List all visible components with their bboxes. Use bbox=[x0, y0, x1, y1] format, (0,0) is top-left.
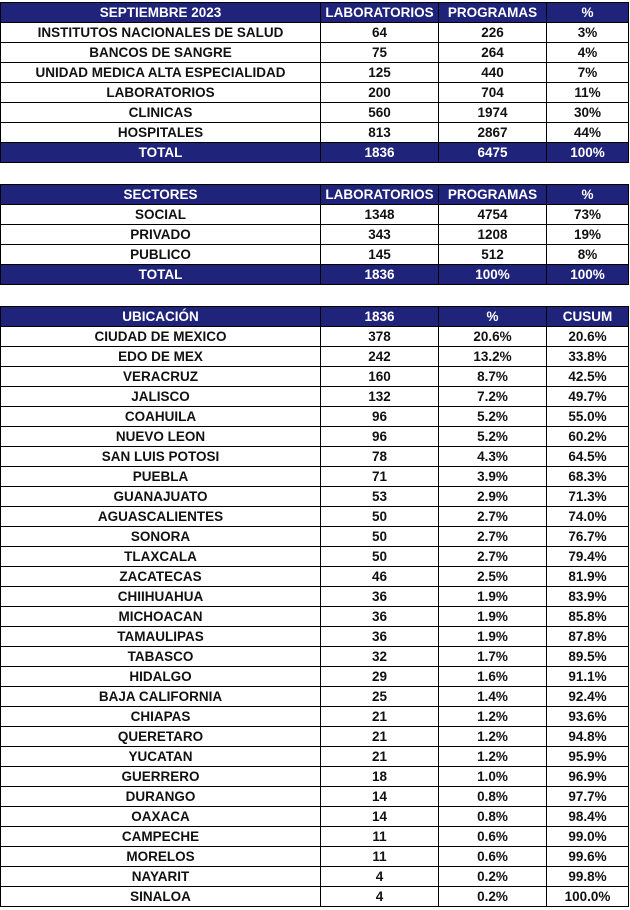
total-row bbox=[1, 143, 629, 163]
table-cell: 94.8% bbox=[547, 727, 629, 747]
table-cell: 20.6% bbox=[439, 327, 547, 347]
table-cell: NUEVO LEON bbox=[1, 427, 321, 447]
table-row bbox=[1, 123, 629, 143]
table-row bbox=[1, 427, 629, 447]
table-cell: LABORATORIOS bbox=[1, 83, 321, 103]
table-cell: MORELOS bbox=[1, 847, 321, 867]
table-cell: 99.0% bbox=[547, 827, 629, 847]
table-cell: 100.0% bbox=[547, 887, 629, 907]
table-cell: GUERRERO bbox=[1, 767, 321, 787]
table-cell: 96.9% bbox=[547, 767, 629, 787]
table-cell: BANCOS DE SANGRE bbox=[1, 43, 321, 63]
table-body bbox=[1, 3, 629, 163]
table-cell: CLINICAS bbox=[1, 103, 321, 123]
table-row bbox=[1, 667, 629, 687]
table-row bbox=[1, 867, 629, 887]
table-cell: CIUDAD DE MEXICO bbox=[1, 327, 321, 347]
table-cell: 512 bbox=[439, 245, 547, 265]
table-cell: PROGRAMAS bbox=[439, 185, 547, 205]
table-cell: 0.8% bbox=[439, 807, 547, 827]
table-cell: 49.7% bbox=[547, 387, 629, 407]
table-cell: 53 bbox=[321, 487, 439, 507]
table-cell: 132 bbox=[321, 387, 439, 407]
table-cell: 91.1% bbox=[547, 667, 629, 687]
table-cell: 74.0% bbox=[547, 507, 629, 527]
table-row bbox=[1, 387, 629, 407]
table-cell: HIDALGO bbox=[1, 667, 321, 687]
table-row bbox=[1, 567, 629, 587]
table-cell: SOCIAL bbox=[1, 205, 321, 225]
header-row bbox=[1, 307, 629, 327]
table-cell: 1.2% bbox=[439, 707, 547, 727]
table-cell: 21 bbox=[321, 707, 439, 727]
table-cell: CAMPECHE bbox=[1, 827, 321, 847]
table-row bbox=[1, 467, 629, 487]
table-cell: PUEBLA bbox=[1, 467, 321, 487]
table-cell: TOTAL bbox=[1, 143, 321, 163]
table-cell: 18 bbox=[321, 767, 439, 787]
table-row bbox=[1, 63, 629, 83]
table-row bbox=[1, 43, 629, 63]
table-cell: 83.9% bbox=[547, 587, 629, 607]
table-cell: % bbox=[547, 185, 629, 205]
table-cell: 14 bbox=[321, 807, 439, 827]
table-cell: 1836 bbox=[321, 143, 439, 163]
table-cell: MICHOACAN bbox=[1, 607, 321, 627]
table-row bbox=[1, 547, 629, 567]
table-cell: 378 bbox=[321, 327, 439, 347]
table-cell: 4% bbox=[547, 43, 629, 63]
table-cell: 46 bbox=[321, 567, 439, 587]
table-cell: 0.6% bbox=[439, 847, 547, 867]
table-cell: 6475 bbox=[439, 143, 547, 163]
table-cell: LABORATORIOS bbox=[321, 185, 439, 205]
table-body bbox=[1, 185, 629, 285]
table-cell: 21 bbox=[321, 727, 439, 747]
table-cell: 79.4% bbox=[547, 547, 629, 567]
table-cell: 85.8% bbox=[547, 607, 629, 627]
table-cell: 92.4% bbox=[547, 687, 629, 707]
table-cell: JALISCO bbox=[1, 387, 321, 407]
table-cell: 33.8% bbox=[547, 347, 629, 367]
table-cell: 440 bbox=[439, 63, 547, 83]
table-cell: 13.2% bbox=[439, 347, 547, 367]
table-cell: VERACRUZ bbox=[1, 367, 321, 387]
table-cell: EDO DE MEX bbox=[1, 347, 321, 367]
table-cell: 44% bbox=[547, 123, 629, 143]
table-cell: PUBLICO bbox=[1, 245, 321, 265]
table-cell: 100% bbox=[439, 265, 547, 285]
table-cell: 93.6% bbox=[547, 707, 629, 727]
table-cell: 32 bbox=[321, 647, 439, 667]
table-cell: 30% bbox=[547, 103, 629, 123]
table-cell: 1.9% bbox=[439, 587, 547, 607]
table-cell: 50 bbox=[321, 527, 439, 547]
table-ubicacion bbox=[0, 306, 629, 907]
table-row bbox=[1, 83, 629, 103]
table-cell: LABORATORIOS bbox=[321, 3, 439, 23]
table-cell: 1.2% bbox=[439, 747, 547, 767]
table-cell: 87.8% bbox=[547, 627, 629, 647]
table-cell: 100% bbox=[547, 143, 629, 163]
table-cell: YUCATAN bbox=[1, 747, 321, 767]
table-cell: 97.7% bbox=[547, 787, 629, 807]
table-row bbox=[1, 727, 629, 747]
table-row bbox=[1, 327, 629, 347]
table-cell: TABASCO bbox=[1, 647, 321, 667]
table-cell: 96 bbox=[321, 407, 439, 427]
table-cell: TOTAL bbox=[1, 265, 321, 285]
table-cell: 7.2% bbox=[439, 387, 547, 407]
table-cell: 99.8% bbox=[547, 867, 629, 887]
table-cell: 0.2% bbox=[439, 887, 547, 907]
table-cell: TLAXCALA bbox=[1, 547, 321, 567]
table-cell: PRIVADO bbox=[1, 225, 321, 245]
table-cell: 242 bbox=[321, 347, 439, 367]
table-cell: CUSUM bbox=[547, 307, 629, 327]
table-cell: 3.9% bbox=[439, 467, 547, 487]
table-cell: 1.9% bbox=[439, 627, 547, 647]
table-cell: 4754 bbox=[439, 205, 547, 225]
table-cell: OAXACA bbox=[1, 807, 321, 827]
table-cell: UNIDAD MEDICA ALTA ESPECIALIDAD bbox=[1, 63, 321, 83]
table-cell: SONORA bbox=[1, 527, 321, 547]
table-row bbox=[1, 887, 629, 907]
table-row bbox=[1, 23, 629, 43]
table-row bbox=[1, 367, 629, 387]
table-cell: 4 bbox=[321, 867, 439, 887]
table-cell: 76.7% bbox=[547, 527, 629, 547]
table-cell: 11 bbox=[321, 827, 439, 847]
table-cell: 2.7% bbox=[439, 507, 547, 527]
table-cell: % bbox=[439, 307, 547, 327]
table-row bbox=[1, 687, 629, 707]
table-cell: 99.6% bbox=[547, 847, 629, 867]
table-cell: 36 bbox=[321, 627, 439, 647]
table-cell: 50 bbox=[321, 507, 439, 527]
table-cell: SEPTIEMBRE 2023 bbox=[1, 3, 321, 23]
table-cell: HOSPITALES bbox=[1, 123, 321, 143]
table-cell: BAJA CALIFORNIA bbox=[1, 687, 321, 707]
table-cell: 1348 bbox=[321, 205, 439, 225]
table-cell: 42.5% bbox=[547, 367, 629, 387]
table-cell: 71 bbox=[321, 467, 439, 487]
table-row bbox=[1, 627, 629, 647]
table-cell: 36 bbox=[321, 607, 439, 627]
table-row bbox=[1, 225, 629, 245]
table-cell: 36 bbox=[321, 587, 439, 607]
table-cell: 75 bbox=[321, 43, 439, 63]
table-cell: 5.2% bbox=[439, 407, 547, 427]
table-cell: 145 bbox=[321, 245, 439, 265]
header-row bbox=[1, 185, 629, 205]
table-row bbox=[1, 747, 629, 767]
table-septiembre-2023 bbox=[0, 2, 629, 163]
table-cell: 100% bbox=[547, 265, 629, 285]
table-cell: 21 bbox=[321, 747, 439, 767]
table-row bbox=[1, 205, 629, 225]
table-row bbox=[1, 587, 629, 607]
table-row bbox=[1, 767, 629, 787]
table-cell: 25 bbox=[321, 687, 439, 707]
table-cell: GUANAJUATO bbox=[1, 487, 321, 507]
table-cell: 95.9% bbox=[547, 747, 629, 767]
table-cell: 7% bbox=[547, 63, 629, 83]
table-row bbox=[1, 807, 629, 827]
table-cell: 226 bbox=[439, 23, 547, 43]
table-cell: 0.8% bbox=[439, 787, 547, 807]
table-cell: 29 bbox=[321, 667, 439, 687]
table-cell: PROGRAMAS bbox=[439, 3, 547, 23]
table-cell: 2.7% bbox=[439, 527, 547, 547]
table-cell: 68.3% bbox=[547, 467, 629, 487]
table-cell: 4 bbox=[321, 887, 439, 907]
table-cell: 71.3% bbox=[547, 487, 629, 507]
table-row bbox=[1, 607, 629, 627]
table-cell: 1.9% bbox=[439, 607, 547, 627]
table-sectores bbox=[0, 184, 629, 285]
table-cell: TAMAULIPAS bbox=[1, 627, 321, 647]
table-cell: 813 bbox=[321, 123, 439, 143]
table-cell: 8.7% bbox=[439, 367, 547, 387]
table-cell: SECTORES bbox=[1, 185, 321, 205]
table-cell: 1.7% bbox=[439, 647, 547, 667]
table-row bbox=[1, 527, 629, 547]
table-row bbox=[1, 707, 629, 727]
table-cell: UBICACIÓN bbox=[1, 307, 321, 327]
table-row bbox=[1, 245, 629, 265]
table-row bbox=[1, 103, 629, 123]
table-cell: 98.4% bbox=[547, 807, 629, 827]
table-cell: 343 bbox=[321, 225, 439, 245]
table-cell: 50 bbox=[321, 547, 439, 567]
table-cell: 5.2% bbox=[439, 427, 547, 447]
table-row bbox=[1, 407, 629, 427]
table-cell: 1836 bbox=[321, 307, 439, 327]
table-cell: CHIAPAS bbox=[1, 707, 321, 727]
table-cell: 2867 bbox=[439, 123, 547, 143]
table-row bbox=[1, 827, 629, 847]
table-cell: 160 bbox=[321, 367, 439, 387]
table-cell: AGUASCALIENTES bbox=[1, 507, 321, 527]
table-cell: 89.5% bbox=[547, 647, 629, 667]
total-row bbox=[1, 265, 629, 285]
table-cell: 60.2% bbox=[547, 427, 629, 447]
table-cell: 0.2% bbox=[439, 867, 547, 887]
table-cell: 3% bbox=[547, 23, 629, 43]
table-row bbox=[1, 647, 629, 667]
table-cell: 1.0% bbox=[439, 767, 547, 787]
table-cell: % bbox=[547, 3, 629, 23]
table-cell: 11 bbox=[321, 847, 439, 867]
table-cell: SINALOA bbox=[1, 887, 321, 907]
table-body bbox=[1, 307, 629, 907]
table-row bbox=[1, 447, 629, 467]
table-cell: CHIIHUAHUA bbox=[1, 587, 321, 607]
table-cell: 1974 bbox=[439, 103, 547, 123]
table-cell: 560 bbox=[321, 103, 439, 123]
table-cell: INSTITUTOS NACIONALES DE SALUD bbox=[1, 23, 321, 43]
table-row bbox=[1, 487, 629, 507]
table-cell: NAYARIT bbox=[1, 867, 321, 887]
table-cell: 55.0% bbox=[547, 407, 629, 427]
table-cell: 1.2% bbox=[439, 727, 547, 747]
table-cell: DURANGO bbox=[1, 787, 321, 807]
table-cell: 8% bbox=[547, 245, 629, 265]
table-cell: 73% bbox=[547, 205, 629, 225]
table-cell: 78 bbox=[321, 447, 439, 467]
table-cell: 1208 bbox=[439, 225, 547, 245]
table-row bbox=[1, 847, 629, 867]
table-cell: 264 bbox=[439, 43, 547, 63]
table-cell: 4.3% bbox=[439, 447, 547, 467]
table-cell: 125 bbox=[321, 63, 439, 83]
table-row bbox=[1, 787, 629, 807]
table-row bbox=[1, 507, 629, 527]
table-cell: 0.6% bbox=[439, 827, 547, 847]
table-cell: 64.5% bbox=[547, 447, 629, 467]
table-cell: 19% bbox=[547, 225, 629, 245]
header-row bbox=[1, 3, 629, 23]
table-cell: 96 bbox=[321, 427, 439, 447]
table-cell: 2.5% bbox=[439, 567, 547, 587]
table-cell: 2.9% bbox=[439, 487, 547, 507]
table-cell: ZACATECAS bbox=[1, 567, 321, 587]
table-row bbox=[1, 347, 629, 367]
table-cell: 704 bbox=[439, 83, 547, 103]
table-cell: 1.6% bbox=[439, 667, 547, 687]
table-cell: COAHUILA bbox=[1, 407, 321, 427]
table-cell: 200 bbox=[321, 83, 439, 103]
table-cell: 1836 bbox=[321, 265, 439, 285]
table-cell: QUERETARO bbox=[1, 727, 321, 747]
table-cell: 14 bbox=[321, 787, 439, 807]
table-cell: 81.9% bbox=[547, 567, 629, 587]
table-cell: SAN LUIS POTOSI bbox=[1, 447, 321, 467]
table-cell: 20.6% bbox=[547, 327, 629, 347]
table-cell: 64 bbox=[321, 23, 439, 43]
table-cell: 11% bbox=[547, 83, 629, 103]
table-cell: 2.7% bbox=[439, 547, 547, 567]
table-cell: 1.4% bbox=[439, 687, 547, 707]
